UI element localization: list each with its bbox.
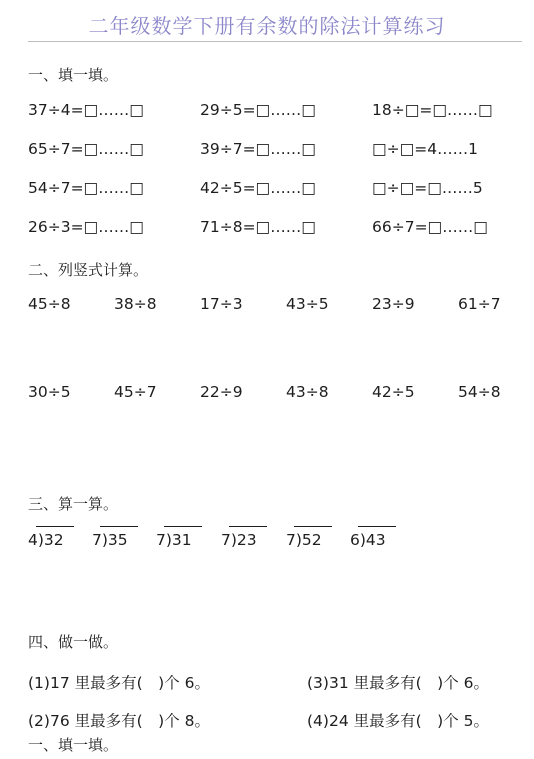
title-divider [28, 41, 522, 42]
fill-item: 42÷5=□……□ [200, 179, 316, 197]
fill-item: □÷□=□……5 [372, 179, 483, 197]
division-expression: 7)35 [92, 531, 128, 549]
fill-row-4 [28, 218, 528, 240]
fill-item: 65÷7=□……□ [28, 140, 144, 158]
vertical-calc-item: 38÷8 [114, 295, 157, 313]
division-bar [229, 526, 267, 527]
vertical-calc-item: 54÷8 [458, 383, 501, 401]
vertical-calc-item: 17÷3 [200, 295, 243, 313]
section4-heading: 四、做一做。 [28, 633, 119, 651]
division-bar [294, 526, 332, 527]
vertical-calc-row-2 [28, 383, 528, 405]
vertical-calc-item: 43÷8 [286, 383, 329, 401]
vertical-calc-item: 45÷7 [114, 383, 157, 401]
vertical-calc-row-1 [28, 295, 528, 317]
fill-item: 54÷7=□……□ [28, 179, 144, 197]
fill-item: 29÷5=□……□ [200, 101, 316, 119]
division-bar [164, 526, 202, 527]
section3-heading: 三、算一算。 [28, 495, 119, 513]
question-3: (3)31 里最多有( )个 6。 [307, 674, 489, 692]
footer-heading: 一、填一填。 [28, 736, 119, 754]
question-4: (4)24 里最多有( )个 5。 [307, 712, 489, 730]
division-expression: 4)32 [28, 531, 64, 549]
division-expression: 6)43 [350, 531, 386, 549]
vertical-calc-item: 61÷7 [458, 295, 501, 313]
vertical-calc-item: 23÷9 [372, 295, 415, 313]
vertical-calc-item: 42÷5 [372, 383, 415, 401]
fill-item: 26÷3=□……□ [28, 218, 144, 236]
section1-heading: 一、填一填。 [28, 66, 119, 84]
division-bar [36, 526, 74, 527]
division-expression: 7)23 [221, 531, 257, 549]
vertical-calc-item: 30÷5 [28, 383, 71, 401]
vertical-calc-item: 22÷9 [200, 383, 243, 401]
vertical-calc-item: 45÷8 [28, 295, 71, 313]
page-title: 二年级数学下册有余数的除法计算练习 [88, 14, 446, 38]
division-bar [100, 526, 138, 527]
fill-row-2 [28, 140, 528, 162]
fill-item: 18÷□=□……□ [372, 101, 493, 119]
fill-item: 71÷8=□……□ [200, 218, 316, 236]
question-2: (2)76 里最多有( )个 8。 [28, 712, 210, 730]
fill-row-1 [28, 101, 528, 123]
question-1: (1)17 里最多有( )个 6。 [28, 674, 210, 692]
fill-item: 37÷4=□……□ [28, 101, 144, 119]
long-division-row [28, 520, 508, 570]
fill-item: □÷□=4……1 [372, 140, 478, 158]
division-expression: 7)31 [156, 531, 192, 549]
section2-heading: 二、列竖式计算。 [28, 261, 149, 279]
vertical-calc-item: 43÷5 [286, 295, 329, 313]
fill-item: 39÷7=□……□ [200, 140, 316, 158]
division-expression: 7)52 [286, 531, 322, 549]
fill-item: 66÷7=□……□ [372, 218, 488, 236]
fill-row-3 [28, 179, 528, 201]
division-bar [358, 526, 396, 527]
